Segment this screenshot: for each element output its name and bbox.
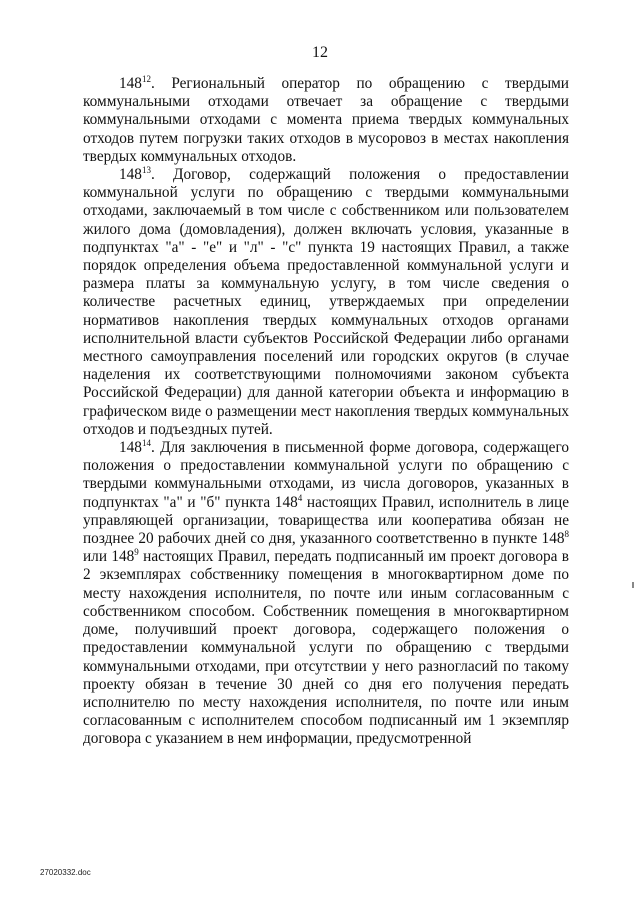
paragraph-148-12: $148^{12}$. Региональный оператор по обращению с твердыми коммунальными отходами отвечает за обращение с твердыми коммунальными отходами с момента приема твердых коммунальных отходов путем погрузки таких отходов в мусоровоз в местах накопления твердых коммунальных отходов.	[83, 74, 569, 165]
paragraph-148-13: $148^{13}$. Договор, содержащий положения о предоставлении коммунальной услуги по обращению с твердыми коммунальными отходами, заключаемый в том числе с собственником или пользователем жилого дома (домовладения), должен включать условия, указанные в подпунктах "а" - "е" и "л" - "с" пункта 19 настоящих Правил, а также порядок определения объема предоставленной коммунальной услуги и размера платы за коммунальную услугу, в том числе сведения о количестве расчетных единиц, утверждаемых при определении нормативов накопления твердых коммунальных отходов органами исполнительной власти субъектов Российской Федерации либо органами местного самоуправления поселений или городских округов (в случае наделения их соответствующими полномочиями законом субъекта Российской Федерации) для данной категории объекта и информацию в графическом виде о размещении мест накопления твердых коммунальных отходов и подъездных путей.	[83, 165, 569, 438]
scan-edge-mark	[632, 582, 634, 588]
page-number: 12	[312, 44, 328, 61]
document-footer-filename: 27020332.doc	[40, 868, 91, 877]
paragraph-148-14: $148^{14}$. Для заключения в письменной форме договора, содержащего положения о предоставлении коммунальной услуги по обращению с твердыми коммунальными отходами, из числа договоров, указанных в подпунктах "а" и "б" пункта $148^4$ настоящих Правил, исполнитель в лице управляющей организации, товарищества или кооператива обязан не позднее 20 рабочих дней со дня, указанного соответственно в пункте $148^8$ или $148^9$ настоящих Правил, передать подписанный им проект договора в 2 экземплярах собственнику помещения в многоквартирном доме по месту нахождения исполнителя, по почте или иным согласованным с собственником способом. Собственник помещения в многоквартирном доме, получивший проект договора, содержащего положения о предоставлении коммунальной услуги по обращению с твердыми коммунальными отходами, при отсутствии у него разногласий по такому проекту обязан в течение 30 дней со дня его получения передать исполнителю по месту нахождения исполнителя, по почте или иным согласованным с исполнителем способом подписанный им 1 экземпляр договора с указанием в нем информации, предусмотренной	[83, 438, 569, 748]
document-body	[83, 75, 569, 749]
